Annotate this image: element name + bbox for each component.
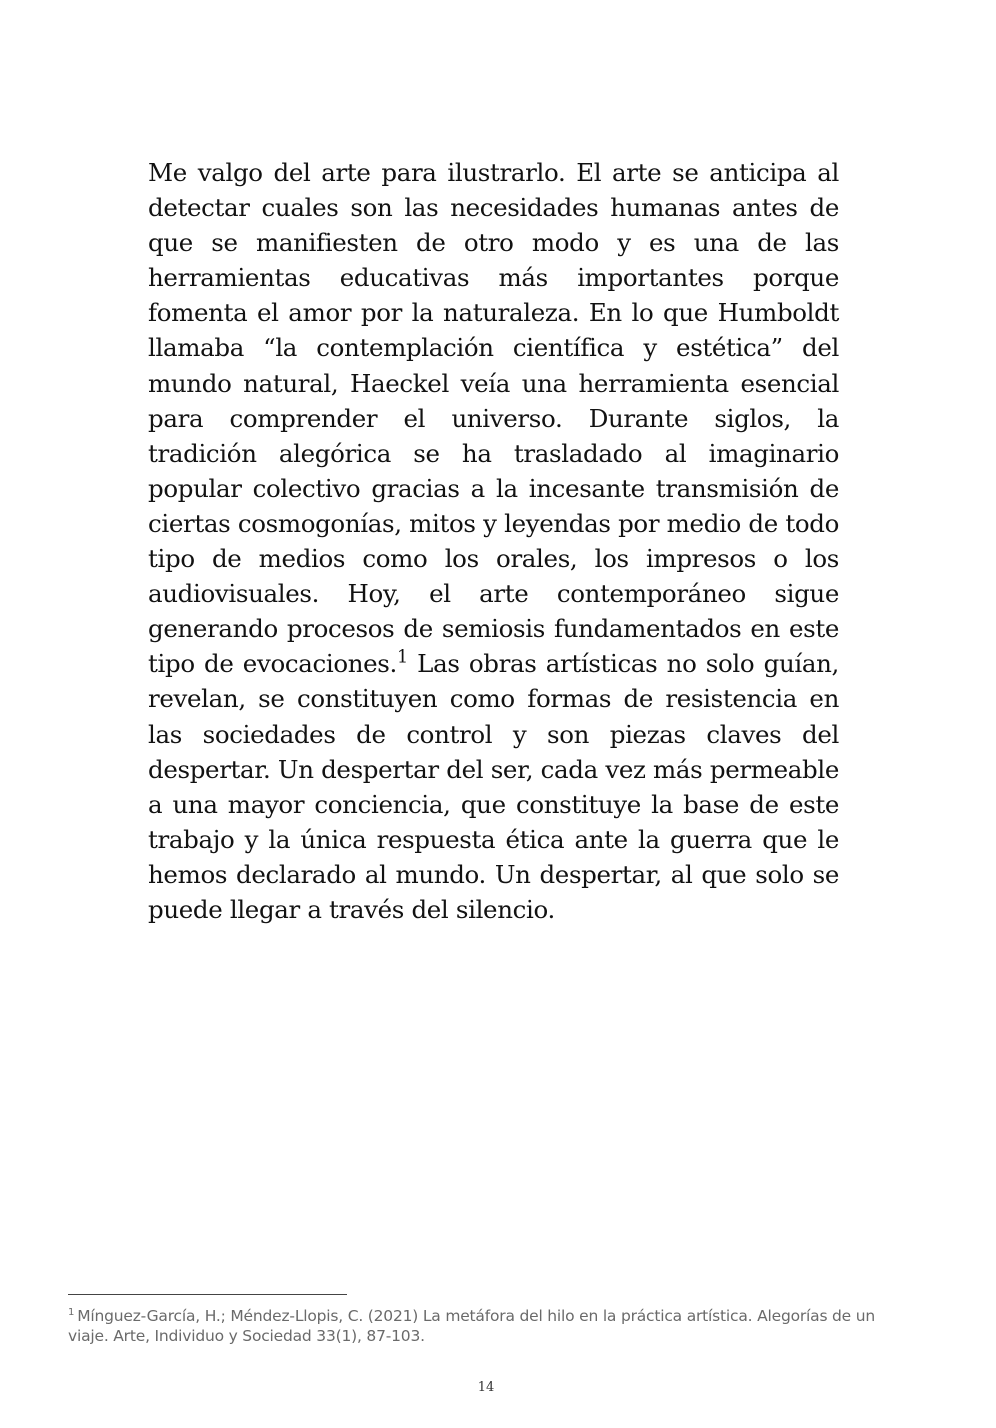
body-text-part-2: Las obras artísticas no solo guían, revelan, se constituyen como formas de resistencia en las sociedades de control y son piezas claves del despertar. Un despertar del ser, cada vez más permeable a una mayor conciencia, que constituye la base de este trabajo y la única respuesta ética ante la guerra que le hemos declarado al mundo. Un despertar, al que solo se puede llegar a través del silencio. [148, 649, 839, 924]
footnote-reference[interactable]: 1 [396, 647, 408, 668]
footnote-text: Mínguez-García, H.; Méndez-Llopis, C. (2021) La metáfora del hilo en la práctica artística. Alegorías de un viaje. Arte, Individuo y Sociedad 33(1), 87-103. [68, 1307, 875, 1345]
body-text-part-1: Me valgo del arte para ilustrarlo. El arte se anticipa al detectar cuales son las necesidades humanas antes de que se manifiesten de otro modo y es una de las herramientas educativas más importantes porque fomenta el amor por la naturaleza. En lo que Humboldt llamaba “la contemplación científica y estética” del mundo natural, Haeckel veía una herramienta esencial para comprender el universo. Durante siglos, la tradición alegórica se ha trasladado al imaginario popular colectivo gracias a la incesante transmisión de ciertas cosmogonías, mitos y leyendas por medio de todo tipo de medios como los orales, los impresos o los audiovisuales. Hoy, el arte contemporáneo sigue generando procesos de semiosis fundamentados en este tipo de evocaciones. [148, 158, 839, 679]
footnote-separator [68, 1294, 347, 1295]
body-paragraph [148, 155, 839, 927]
page-number: 14 [477, 1380, 495, 1395]
footnote-marker: 1 [68, 1307, 75, 1319]
footnote [68, 1306, 908, 1346]
